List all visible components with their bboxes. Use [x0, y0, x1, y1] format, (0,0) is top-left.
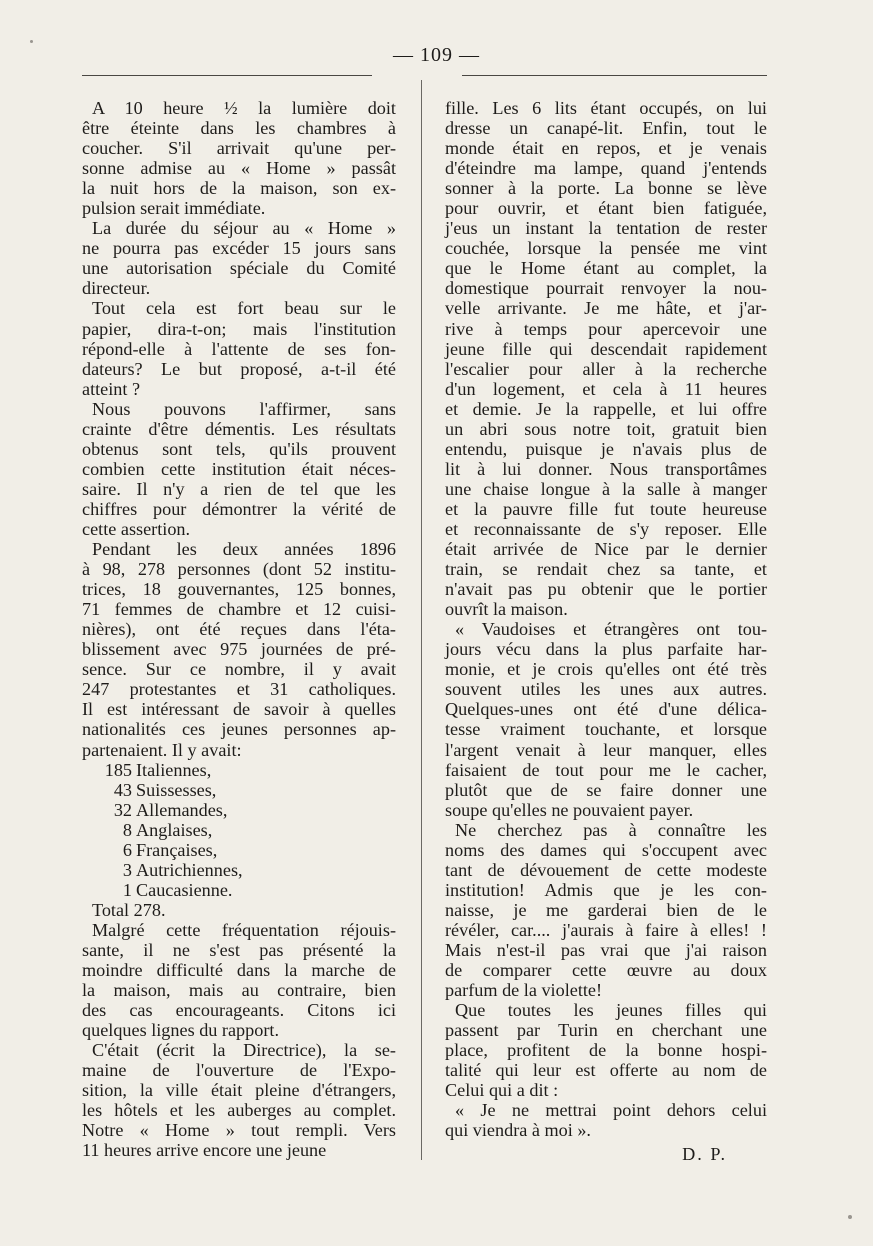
text-line: papier, dira-t-on; mais l'institution: [82, 318, 396, 339]
text-line: place, profitent de la bonne hospi-: [445, 1040, 767, 1061]
nationality-name: Anglaises,: [136, 819, 213, 840]
text-line: directeur.: [82, 278, 151, 299]
text-line: Que toutes les jeunes filles qui: [455, 1000, 767, 1021]
text-line: être éteinte dans les chambres à: [82, 118, 396, 139]
paragraph: [445, 619, 767, 819]
text-line: Notre « Home » tout rempli. Vers: [82, 1120, 396, 1141]
header-rule-left: [82, 75, 372, 76]
text-line: moindre difficulté dans la marche de: [82, 960, 396, 981]
text-line: institution! Admis que je les con-: [445, 879, 767, 900]
text-line: que le Home étant au complet, la: [445, 258, 767, 279]
text-line: qui viendra à moi ».: [445, 1120, 591, 1141]
text-line: jeune fille qui descendait rapidement: [445, 338, 767, 359]
nationality-row: [82, 880, 396, 900]
paragraph: [82, 539, 396, 760]
text-line: dateurs? Le but proposé, a-t-il été: [82, 358, 396, 379]
text-line: une chaise longue à la salle à manger: [445, 478, 767, 499]
text-line: coucher. S'il arrivait qu'une per-: [82, 138, 396, 159]
text-line: blissement avec 975 journées de pré-: [82, 639, 396, 660]
text-line: 71 femmes de chambre et 12 cuisi-: [82, 599, 396, 620]
text-line: sonne admise au « Home » passât: [82, 158, 396, 179]
nationality-name: Italiennes,: [136, 759, 212, 780]
text-line: Tout cela est fort beau sur le: [92, 298, 396, 319]
text-line: Celui qui a dit :: [445, 1080, 559, 1101]
nationality-count: 32: [113, 799, 132, 820]
text-line: atteint ?: [82, 378, 141, 399]
text-line: talité qui leur est offerte au nom de: [445, 1060, 767, 1081]
text-line: la nuit hors de la maison, son ex-: [82, 178, 396, 199]
text-line: nationalités ces jeunes personnes ap-: [82, 719, 396, 740]
text-line: crainte d'être démentis. Les résultats: [82, 418, 396, 439]
text-line: et la pauvre fille fut toute heureuse: [445, 498, 767, 519]
nationality-count: 6: [122, 839, 132, 860]
text-line: cette assertion.: [82, 518, 191, 539]
text-line: nières), ont été reçues dans l'éta-: [82, 619, 396, 640]
page-number: — 109 —: [393, 44, 480, 66]
text-line: obtenus sont tels, qu'ils prouvent: [82, 438, 396, 459]
text-line: Pendant les deux années 1896: [92, 539, 396, 560]
text-line: d'un logement, et cela à 11 heures: [445, 378, 767, 399]
left-column: [82, 98, 396, 1160]
nationality-name: Autrichiennes,: [136, 859, 243, 880]
nationality-row: [82, 840, 396, 860]
text-line: jours vécu dans la plus parfaite har-: [445, 639, 767, 660]
text-line: souvent utiles les unes aux autres.: [445, 679, 767, 700]
nationality-list: [82, 760, 396, 900]
text-line: domestique pourrait renvoyer la nou-: [445, 278, 767, 299]
text-line: couchée, lorsque la pensée me vint: [445, 238, 767, 259]
text-line: une autorisation spéciale du Comité: [82, 258, 396, 279]
nationality-count: 8: [122, 819, 132, 840]
nationality-name: Suissesses,: [136, 779, 217, 800]
text-line: sonner à la porte. La bonne se lève: [445, 178, 767, 199]
text-line: plutôt que de se faire donner une: [445, 779, 767, 800]
text-line: soupe qu'elles ne pouvaient payer.: [445, 799, 694, 820]
text-line: passent par Turin en cherchant une: [445, 1020, 767, 1041]
nationality-name: Allemandes,: [136, 799, 228, 820]
signature: D. P.: [682, 1144, 727, 1165]
text-line: naisse, je me garderai bien de le: [445, 899, 767, 920]
paragraph: [82, 399, 396, 539]
text-line: ouvrît la maison.: [445, 599, 568, 620]
nationality-count: 1: [122, 879, 132, 900]
text-line: monie, et je crois qu'elles ont été très: [445, 659, 767, 680]
text-line: pulsion serait immédiate.: [82, 198, 266, 219]
text-line: saire. Il n'y a rien de tel que les: [82, 478, 396, 499]
text-line: La durée du séjour au « Home »: [92, 218, 396, 239]
text-line: faisaient de tout pour me le cacher,: [445, 759, 767, 780]
text-line: répond-elle à l'attente de ses fon-: [82, 338, 396, 359]
text-line: A 10 heure ½ la lumière doit: [92, 98, 396, 118]
text-line: Ne cherchez pas à connaître les: [455, 819, 767, 840]
text-line: velle arrivante. Je me hâte, et j'ar-: [445, 298, 767, 319]
nationality-name: Françaises,: [136, 839, 218, 860]
header-rule-right: [462, 75, 767, 76]
paragraph: [82, 298, 396, 398]
nationality-row: [82, 800, 396, 820]
text-line: partenaient. Il y avait:: [82, 739, 242, 760]
text-line: Malgré cette fréquentation réjouis-: [92, 919, 396, 940]
text-line: entendu, puisque je n'avais plus de: [445, 438, 767, 459]
nationality-row: [82, 780, 396, 800]
text-line: maine de l'ouverture de l'Expo-: [82, 1060, 396, 1081]
text-line: était arrivée de Nice par le dernier: [445, 539, 767, 560]
nationality-count: 185: [104, 759, 132, 780]
paragraph: [445, 820, 767, 1000]
text-line: j'eus un instant la tentation de rester: [445, 218, 767, 239]
nationality-row: [82, 860, 396, 880]
nationality-name: Caucasienne.: [136, 879, 233, 900]
text-line: noms des dames qui s'occupent avec: [445, 839, 767, 860]
paragraph: [82, 1040, 396, 1160]
text-line: l'argent venait à leur manquer, elles: [445, 739, 767, 760]
text-line: l'escalier pour aller à la recherche: [445, 358, 767, 379]
nationality-count: 3: [122, 859, 132, 880]
text-line: d'éteindre ma lampe, quand j'entends: [445, 158, 767, 179]
text-line: rive à temps pour apercevoir une: [445, 318, 767, 339]
right-column: [445, 98, 767, 1164]
text-line: sition, la ville était pleine d'étrangers,: [82, 1080, 396, 1101]
paragraph: [82, 218, 396, 298]
text-line: parfum de la violette!: [445, 980, 603, 1001]
total-line: Total 278.: [92, 899, 166, 920]
text-line: C'était (écrit la Directrice), la se-: [92, 1040, 396, 1061]
text-line: ne pourra pas excéder 15 jours sans: [82, 238, 396, 259]
text-line: révéler, car.... j'aurais à faire à elles! !: [445, 919, 767, 940]
paragraph: [445, 1000, 767, 1100]
text-line: train, se rendait chez sa tante, et: [445, 559, 767, 580]
text-line: pour ouvrir, et étant bien fatiguée,: [445, 198, 767, 219]
text-line: fille. Les 6 lits étant occupés, on lui: [445, 98, 767, 118]
text-line: monde était en repos, et je venais: [445, 138, 767, 159]
paragraph: [82, 920, 396, 1040]
nationality-row: [82, 820, 396, 840]
text-line: sence. Sur ce nombre, il y avait: [82, 659, 396, 680]
text-line: tant de dévouement de cette modeste: [445, 859, 767, 880]
text-line: Mais n'est-il pas vrai que j'ai raison: [445, 939, 767, 960]
text-line: 247 protestantes et 31 catholiques.: [82, 679, 396, 700]
text-line: chiffres pour démontrer la vérité de: [82, 498, 396, 519]
text-line: Quelques-unes ont été d'une délica-: [445, 699, 767, 720]
text-line: et demie. Je la rappelle, et lui offre: [445, 398, 767, 419]
text-line: des cas encourageants. Citons ici: [82, 1000, 396, 1021]
text-line: trices, 18 gouvernantes, 125 bonnes,: [82, 579, 396, 600]
paragraph: [445, 1100, 767, 1140]
nationality-count: 43: [113, 779, 132, 800]
text-line: 11 heures arrive encore une jeune: [82, 1140, 327, 1161]
column-divider: [421, 80, 422, 1160]
text-line: n'avait pas pu obtenir que le portier: [445, 579, 767, 600]
text-line: lit à lui donner. Nous transportâmes: [445, 458, 767, 479]
text-line: « Vaudoises et étrangères ont tou-: [455, 619, 767, 640]
text-line: et reconnaissante de s'y reposer. Elle: [445, 518, 767, 539]
text-line: un abri sous notre toit, gratuit bien: [445, 418, 767, 439]
text-line: les hôtels et les auberges au complet.: [82, 1100, 396, 1121]
text-line: « Je ne mettrai point dehors celui: [455, 1100, 767, 1121]
text-line: la maison, mais au contraire, bien: [82, 980, 396, 1001]
paragraph: [445, 98, 767, 619]
text-line: combien cette institution était néces-: [82, 458, 396, 479]
nationality-row: [82, 760, 396, 780]
text-line: quelques lignes du rapport.: [82, 1020, 279, 1041]
text-line: Nous pouvons l'affirmer, sans: [92, 398, 396, 419]
text-line: à 98, 278 personnes (dont 52 institu-: [82, 559, 396, 580]
paragraph: [82, 98, 396, 218]
text-line: dresse un canapé-lit. Enfin, tout le: [445, 118, 767, 139]
text-line: tesse vraiment touchante, et lorsque: [445, 719, 767, 740]
text-line: Il est intéressant de savoir à quelles: [82, 699, 396, 720]
paper-speck: [848, 1215, 852, 1219]
text-line: de comparer cette œuvre au doux: [445, 960, 767, 981]
text-line: sante, il ne s'est pas présenté la: [82, 939, 396, 960]
paper-speck: [30, 40, 33, 43]
